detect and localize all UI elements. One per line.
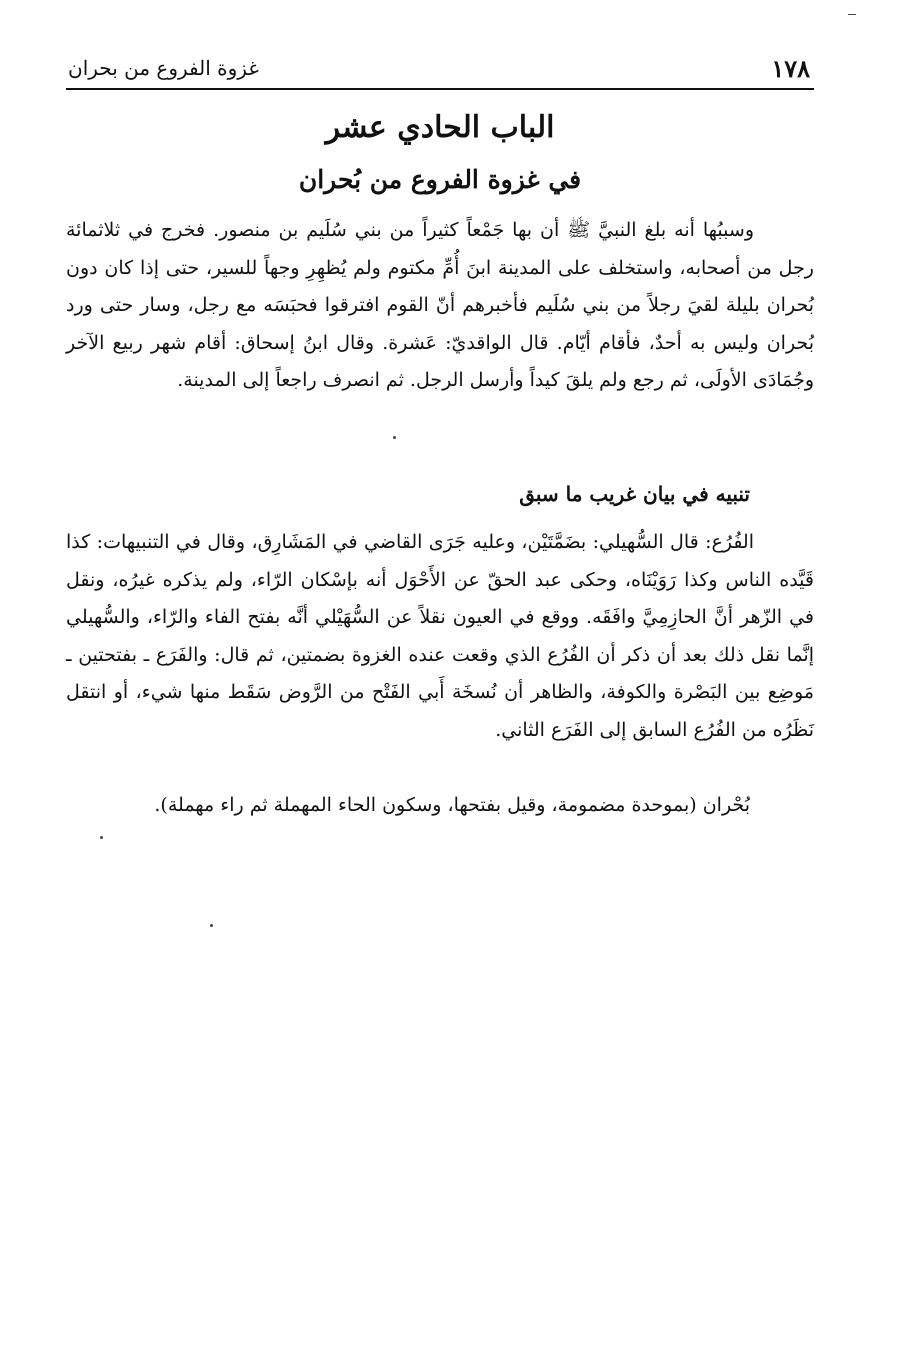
- note-paragraph: [66, 524, 814, 749]
- scan-speck: [393, 436, 396, 439]
- note-heading: تنبيه في بيان غريب ما سبق: [519, 482, 750, 506]
- chapter-title: الباب الحادي عشر: [325, 110, 555, 145]
- chapter-subtitle: في غزوة الفروع من بُحران: [298, 165, 582, 194]
- note-paragraph-text: الفُرُع: قال السُّهيلي: بضَمَّتَيْن، وعليه جَرَى القاضي في المَشَارِق، وقال في التنبيهات: كذا قَيَّده الناس وكذا رَوَيْنَاه، وحكى عبد الحقّ عن الأَحْوَل أنه بإسْكان الرّاء، ولم يذكره غيرُه، ونقل في الزّهر أنَّ الحازِمِيَّ وافَقَه. ووقع في العيون نقلاً عن السُّهَيْلي أنَّه بفتح الفاء والرّاء، والسُّهيلي إنَّما نقل ذلك بعد أن ذكر أن الفُرُع الذي وقعت عنده الغزوة بضمتين، ثم قال: والفَرَع ـ بفتحتين ـ مَوضِع بين البَصْرة والكوفة، والظاهر أن نُسخَة أَبي الفَتْح من الرَّوض سَقَط منها شيء، أو انتقل نَظَرُه من الفُرُع السابق إلى الفَرَع الثاني.: [66, 531, 814, 741]
- scan-speck: [848, 14, 856, 15]
- running-header: [66, 50, 814, 90]
- page-number: ١٧٨: [771, 54, 810, 83]
- footnote-paragraph: بُحْران (بموحدة مضمومة، وقيل بفتحها، وسكون الحاء المهملة ثم راء مهملة).: [154, 794, 750, 816]
- scan-speck: [100, 836, 103, 839]
- main-paragraph: [66, 212, 814, 400]
- scan-speck: [210, 924, 213, 927]
- running-title: غزوة الفروع من بحران: [68, 56, 259, 80]
- main-paragraph-text: وسببُها أنه بلغ النبيَّ ﷺ أن بها جَمْعاً كثيراً من بني سُلَيم بن منصور. فخرج في ثلاثمائة رجل من أصحابه، واستخلف على المدينة ابنَ أُمِّ مكتوم ولم يُظهِرِ وجهاً للسير، حتى إذا كان دون بُحران بليلة لقيَ رجلاً من بني سُلَيم فأخبرهم أنّ القوم افترقوا فحبَسَه مع رجل، وسار حتى ورد بُحران وليس به أحدٌ، فأقام أيّام. قال الواقديّ: عَشرة. وقال ابنُ إسحاق: أقام شهر ربيع الآخر وجُمَادَى الأولَى، ثم رجع ولم يلقَ كيداً وأرسل الرجل. ثم انصرف راجعاً إلى المدينة.: [66, 219, 814, 391]
